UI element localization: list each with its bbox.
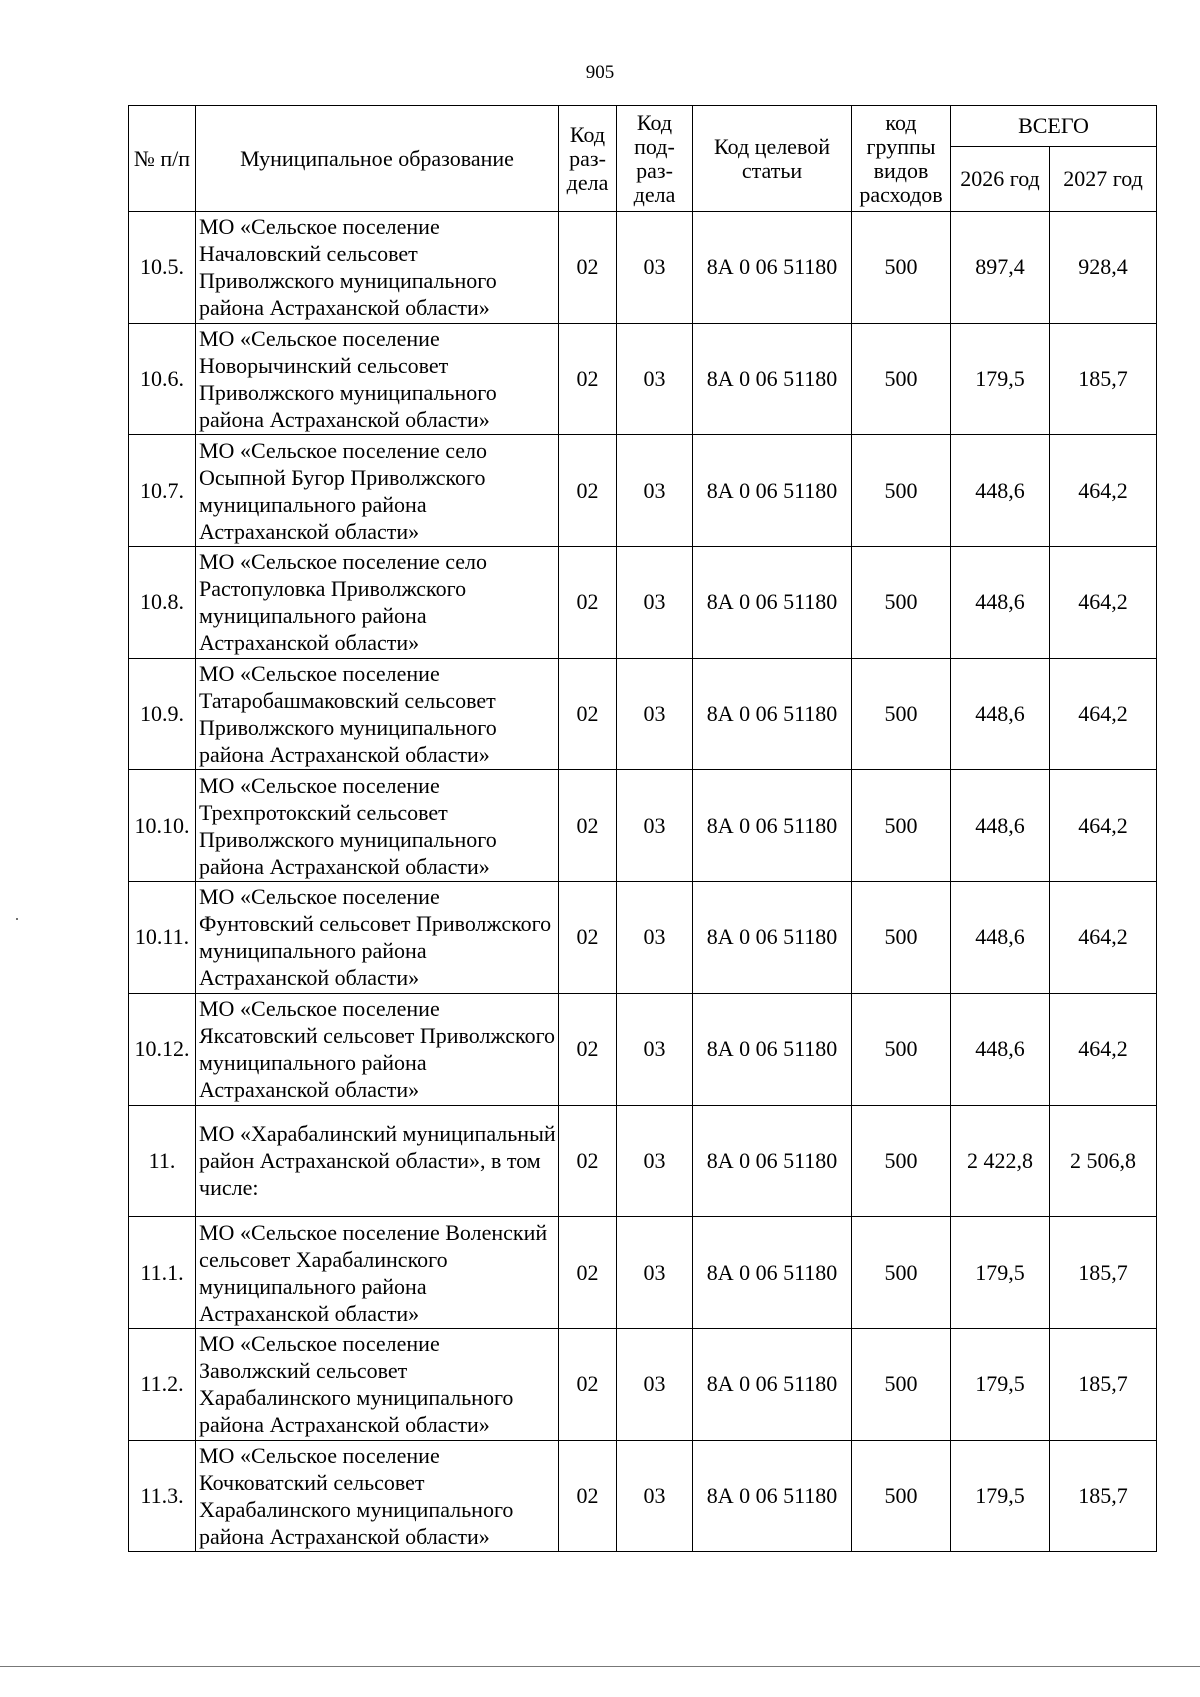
row-section-code: 02	[559, 435, 617, 547]
header-num: № п/п	[129, 106, 196, 212]
row-number: 11.1.	[129, 1217, 196, 1329]
row-municipality: МО «Сельское поселение Воленский сельсовет Харабалинского муниципального района Астраханской области»	[196, 1217, 559, 1329]
row-amount-2026: 2 422,8	[951, 1105, 1050, 1217]
table-row	[129, 882, 1157, 994]
row-amount-2027: 185,7	[1050, 1440, 1157, 1552]
row-subsection-code: 03	[617, 993, 693, 1105]
row-amount-2027: 2 506,8	[1050, 1105, 1157, 1217]
row-amount-2027: 185,7	[1050, 323, 1157, 435]
row-amount-2027: 464,2	[1050, 658, 1157, 770]
row-amount-2026: 448,6	[951, 882, 1050, 994]
row-target-article-code: 8А 0 06 51180	[693, 1328, 852, 1440]
row-target-article-code: 8А 0 06 51180	[693, 1440, 852, 1552]
row-municipality: МО «Сельское поселение Трехпротокский сельсовет Приволжского муниципального района Астраханской области»	[196, 770, 559, 882]
row-municipality: МО «Сельское поселение Татаробашмаковский сельсовет Приволжского муниципального района Астраханской области»	[196, 658, 559, 770]
header-target-article-code: Код целевой статьи	[693, 106, 852, 212]
row-amount-2027: 464,2	[1050, 882, 1157, 994]
row-subsection-code: 03	[617, 882, 693, 994]
row-number: 10.10.	[129, 770, 196, 882]
row-subsection-code: 03	[617, 1217, 693, 1329]
row-expense-group-code: 500	[852, 882, 951, 994]
table-row	[129, 212, 1157, 324]
row-subsection-code: 03	[617, 435, 693, 547]
budget-table	[128, 105, 1157, 1552]
row-subsection-code: 03	[617, 1328, 693, 1440]
row-target-article-code: 8А 0 06 51180	[693, 882, 852, 994]
row-section-code: 02	[559, 1105, 617, 1217]
row-number: 10.12.	[129, 993, 196, 1105]
row-target-article-code: 8А 0 06 51180	[693, 658, 852, 770]
row-target-article-code: 8А 0 06 51180	[693, 993, 852, 1105]
header-total: ВСЕГО	[951, 106, 1157, 147]
row-expense-group-code: 500	[852, 1440, 951, 1552]
row-municipality: МО «Сельское поселение село Осыпной Бугор Приволжского муниципального района Астраханской области»	[196, 435, 559, 547]
row-target-article-code: 8А 0 06 51180	[693, 435, 852, 547]
table-row	[129, 435, 1157, 547]
row-section-code: 02	[559, 323, 617, 435]
row-expense-group-code: 500	[852, 212, 951, 324]
row-number: 10.11.	[129, 882, 196, 994]
row-subsection-code: 03	[617, 212, 693, 324]
row-expense-group-code: 500	[852, 435, 951, 547]
row-amount-2026: 448,6	[951, 547, 1050, 659]
page-number: 905	[585, 62, 615, 83]
row-expense-group-code: 500	[852, 1328, 951, 1440]
row-subsection-code: 03	[617, 1105, 693, 1217]
row-number: 11.2.	[129, 1328, 196, 1440]
row-target-article-code: 8А 0 06 51180	[693, 323, 852, 435]
row-section-code: 02	[559, 770, 617, 882]
header-section-code: Код раз-дела	[559, 106, 617, 212]
table-row	[129, 547, 1157, 659]
row-amount-2027: 185,7	[1050, 1217, 1157, 1329]
row-section-code: 02	[559, 547, 617, 659]
header-subsection-code: Код под-раз-дела	[617, 106, 693, 212]
row-target-article-code: 8А 0 06 51180	[693, 212, 852, 324]
row-number: 11.	[129, 1105, 196, 1217]
row-amount-2026: 897,4	[951, 212, 1050, 324]
table-row	[129, 658, 1157, 770]
table-header	[129, 106, 1157, 212]
row-target-article-code: 8А 0 06 51180	[693, 1105, 852, 1217]
row-number: 10.5.	[129, 212, 196, 324]
row-amount-2026: 448,6	[951, 993, 1050, 1105]
row-expense-group-code: 500	[852, 1105, 951, 1217]
row-expense-group-code: 500	[852, 993, 951, 1105]
row-municipality: МО «Сельское поселение Новорычинский сельсовет Приволжского муниципального района Астраханской области»	[196, 323, 559, 435]
row-amount-2026: 179,5	[951, 1217, 1050, 1329]
row-amount-2027: 464,2	[1050, 547, 1157, 659]
row-amount-2027: 464,2	[1050, 770, 1157, 882]
header-year-2026: 2026 год	[951, 147, 1050, 212]
margin-mark	[16, 918, 18, 920]
row-amount-2027: 464,2	[1050, 435, 1157, 547]
table-row	[129, 1105, 1157, 1217]
row-target-article-code: 8А 0 06 51180	[693, 1217, 852, 1329]
header-municipality: Муниципальное образование	[196, 106, 559, 212]
row-target-article-code: 8А 0 06 51180	[693, 770, 852, 882]
row-amount-2027: 464,2	[1050, 993, 1157, 1105]
row-section-code: 02	[559, 1440, 617, 1552]
row-number: 10.8.	[129, 547, 196, 659]
row-amount-2026: 448,6	[951, 435, 1050, 547]
row-amount-2026: 179,5	[951, 323, 1050, 435]
row-amount-2026: 448,6	[951, 658, 1050, 770]
row-section-code: 02	[559, 658, 617, 770]
row-municipality: МО «Сельское поселение Яксатовский сельсовет Приволжского муниципального района Астраханской области»	[196, 993, 559, 1105]
row-expense-group-code: 500	[852, 323, 951, 435]
row-municipality: МО «Сельское поселение Началовский сельсовет Приволжского муниципального района Астраханской области»	[196, 212, 559, 324]
row-expense-group-code: 500	[852, 547, 951, 659]
table-row	[129, 770, 1157, 882]
row-section-code: 02	[559, 1328, 617, 1440]
row-section-code: 02	[559, 1217, 617, 1329]
table-row	[129, 1328, 1157, 1440]
row-number: 11.3.	[129, 1440, 196, 1552]
row-amount-2027: 928,4	[1050, 212, 1157, 324]
table-row	[129, 993, 1157, 1105]
header-expense-group-code: код группы видов расходов	[852, 106, 951, 212]
row-municipality: МО «Сельское поселение Фунтовский сельсовет Приволжского муниципального района Астраханской области»	[196, 882, 559, 994]
row-subsection-code: 03	[617, 323, 693, 435]
row-number: 10.9.	[129, 658, 196, 770]
table-row	[129, 1217, 1157, 1329]
row-municipality: МО «Сельское поселение Заволжский сельсовет Харабалинского муниципального района Астраханской области»	[196, 1328, 559, 1440]
row-amount-2026: 448,6	[951, 770, 1050, 882]
row-municipality: МО «Сельское поселение Кочковатский сельсовет Харабалинского муниципального района Астраханской области»	[196, 1440, 559, 1552]
table-row	[129, 323, 1157, 435]
row-amount-2026: 179,5	[951, 1440, 1050, 1552]
row-subsection-code: 03	[617, 658, 693, 770]
row-expense-group-code: 500	[852, 770, 951, 882]
row-amount-2027: 185,7	[1050, 1328, 1157, 1440]
row-section-code: 02	[559, 212, 617, 324]
row-section-code: 02	[559, 882, 617, 994]
row-target-article-code: 8А 0 06 51180	[693, 547, 852, 659]
table-row	[129, 1440, 1157, 1552]
row-number: 10.7.	[129, 435, 196, 547]
row-municipality: МО «Харабалинский муниципальный район Астраханской области», в том числе:	[196, 1105, 559, 1217]
row-subsection-code: 03	[617, 770, 693, 882]
row-expense-group-code: 500	[852, 1217, 951, 1329]
row-number: 10.6.	[129, 323, 196, 435]
row-amount-2026: 179,5	[951, 1328, 1050, 1440]
footer-rule	[0, 1666, 1200, 1667]
row-section-code: 02	[559, 993, 617, 1105]
row-subsection-code: 03	[617, 547, 693, 659]
table-body	[129, 212, 1157, 1552]
header-year-2027: 2027 год	[1050, 147, 1157, 212]
row-municipality: МО «Сельское поселение село Растопуловка Приволжского муниципального района Астраханской области»	[196, 547, 559, 659]
row-expense-group-code: 500	[852, 658, 951, 770]
row-subsection-code: 03	[617, 1440, 693, 1552]
